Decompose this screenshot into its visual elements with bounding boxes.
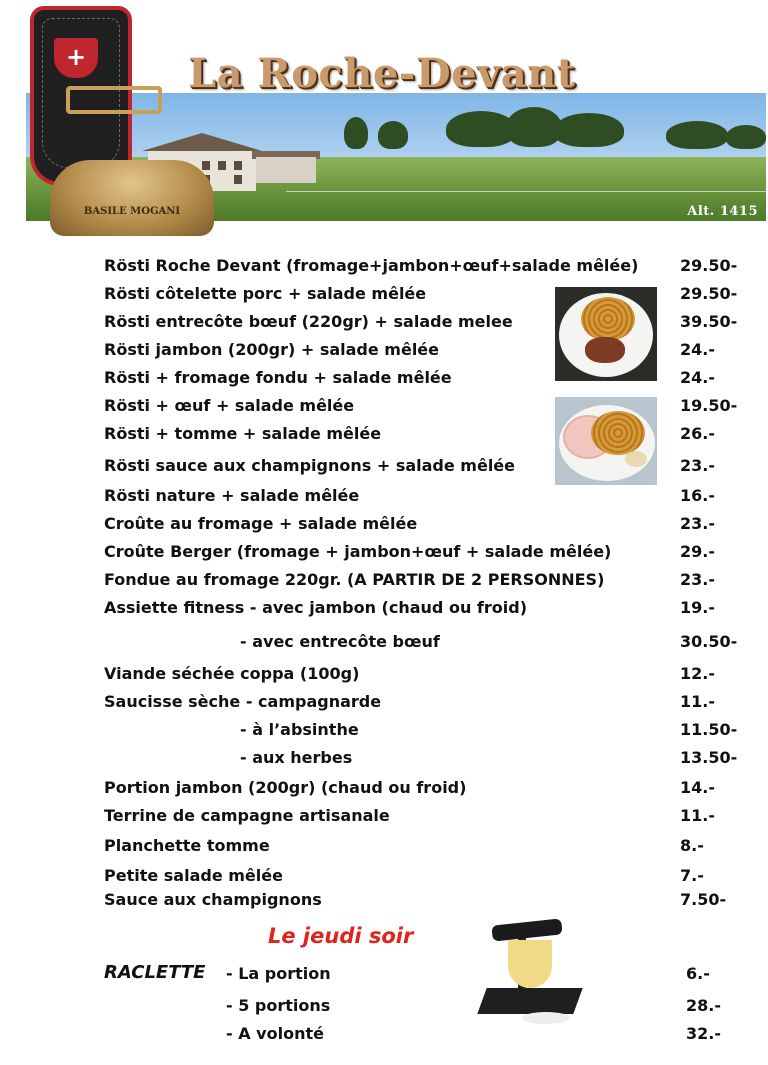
menu-row bbox=[0, 486, 768, 510]
menu-row bbox=[0, 368, 768, 392]
menu-row bbox=[0, 284, 768, 308]
menu-item-name: Petite salade mêlée bbox=[104, 866, 283, 885]
menu-item-name: Sauce aux champignons bbox=[104, 890, 322, 909]
menu-item-price: 24.- bbox=[680, 368, 715, 387]
menu-item-price: 29.- bbox=[680, 542, 715, 561]
menu-item-name: Rösti Roche Devant (fromage+jambon+œuf+salade mêlée) bbox=[104, 256, 639, 275]
menu-item-name: Croûte au fromage + salade mêlée bbox=[104, 514, 418, 533]
menu-row bbox=[0, 514, 768, 538]
menu-row bbox=[0, 598, 768, 622]
menu-item-price: 19.- bbox=[680, 598, 715, 617]
menu-row bbox=[0, 720, 768, 744]
menu-row bbox=[0, 570, 768, 594]
menu-item-name: Viande séchée coppa (100g) bbox=[104, 664, 360, 683]
menu-item-name: Rösti + fromage fondu + salade mêlée bbox=[104, 368, 452, 387]
menu-item-price: 8.- bbox=[680, 836, 704, 855]
menu-item-price: 11.50- bbox=[680, 720, 738, 739]
menu-item-price: 30.50- bbox=[680, 632, 738, 651]
menu-item-price: 24.- bbox=[680, 340, 715, 359]
menu-item-name: Fondue au fromage 220gr. (A PARTIR DE 2 PERSONNES) bbox=[104, 570, 605, 589]
special-option-price: 28.- bbox=[686, 996, 721, 1015]
special-heading: Le jeudi soir bbox=[268, 924, 414, 948]
menu-item-name: Planchette tomme bbox=[104, 836, 270, 855]
menu-row bbox=[0, 806, 768, 830]
menu-item-name: Saucisse sèche - campagnarde bbox=[104, 692, 382, 711]
menu-row bbox=[0, 866, 768, 890]
menu-item-name: - avec entrecôte bœuf bbox=[240, 632, 440, 651]
swiss-shield-icon: + bbox=[54, 38, 98, 78]
menu-item-name: Portion jambon (200gr) (chaud ou froid) bbox=[104, 778, 467, 797]
menu-item-price: 29.50- bbox=[680, 256, 738, 275]
menu-item-price: 29.50- bbox=[680, 284, 738, 303]
menu-row bbox=[0, 424, 768, 448]
special-option-name: - A volonté bbox=[226, 1024, 324, 1043]
special-option-price: 32.- bbox=[686, 1024, 721, 1043]
menu-item-name: Rösti côtelette porc + salade mêlée bbox=[104, 284, 427, 303]
menu-item-price: 7.- bbox=[680, 866, 704, 885]
menu-row bbox=[0, 778, 768, 802]
raclette-machine-image bbox=[478, 918, 598, 1028]
menu-row bbox=[0, 748, 768, 772]
menu-item-price: 16.- bbox=[680, 486, 715, 505]
special-option-price: 6.- bbox=[686, 964, 710, 983]
menu-row bbox=[0, 664, 768, 688]
menu-item-price: 23.- bbox=[680, 456, 715, 475]
menu-item-name: Croûte Berger (fromage + jambon+œuf + salade mêlée) bbox=[104, 542, 612, 561]
special-name: RACLETTE bbox=[104, 962, 206, 983]
menu-item-price: 26.- bbox=[680, 424, 715, 443]
menu-item-name: Rösti nature + salade mêlée bbox=[104, 486, 360, 505]
menu-row bbox=[0, 542, 768, 566]
menu-item-name: Assiette fitness - avec jambon (chaud ou froid) bbox=[104, 598, 527, 617]
menu-item-name: Rösti entrecôte bœuf (220gr) + salade melee bbox=[104, 312, 513, 331]
menu-row bbox=[0, 340, 768, 364]
menu-row bbox=[0, 256, 768, 280]
menu-row bbox=[0, 692, 768, 716]
bell-engraving: BASILE MOGANI bbox=[83, 206, 181, 217]
menu-item-name: Rösti + œuf + salade mêlée bbox=[104, 396, 355, 415]
menu-item-price: 23.- bbox=[680, 570, 715, 589]
special-option-name: - 5 portions bbox=[226, 996, 331, 1015]
menu-item-price: 19.50- bbox=[680, 396, 738, 415]
menu-row bbox=[0, 456, 768, 480]
menu-row bbox=[0, 836, 768, 860]
menu-item-price: 39.50- bbox=[680, 312, 738, 331]
menu-item-name: Rösti jambon (200gr) + salade mêlée bbox=[104, 340, 439, 359]
menu-item-price: 14.- bbox=[680, 778, 715, 797]
menu-item-price: 11.- bbox=[680, 806, 715, 825]
menu-row bbox=[0, 632, 768, 656]
menu-item-name: - à l’absinthe bbox=[240, 720, 359, 739]
menu-item-price: 11.- bbox=[680, 692, 715, 711]
menu-row bbox=[0, 312, 768, 336]
menu-item-name: Rösti + tomme + salade mêlée bbox=[104, 424, 382, 443]
menu-row bbox=[0, 890, 768, 914]
menu-item-name: Rösti sauce aux champignons + salade mêlée bbox=[104, 456, 515, 475]
menu-item-name: Terrine de campagne artisanale bbox=[104, 806, 390, 825]
altitude-label: Alt. 1415 bbox=[687, 204, 758, 219]
menu-item-price: 12.- bbox=[680, 664, 715, 683]
restaurant-title: La Roche-Devant bbox=[188, 50, 576, 97]
menu-item-price: 13.50- bbox=[680, 748, 738, 767]
special-option-name: - La portion bbox=[226, 964, 331, 983]
menu-item-price: 7.50- bbox=[680, 890, 727, 909]
menu-item-name: - aux herbes bbox=[240, 748, 353, 767]
menu-item-price: 23.- bbox=[680, 514, 715, 533]
menu-row bbox=[0, 396, 768, 420]
